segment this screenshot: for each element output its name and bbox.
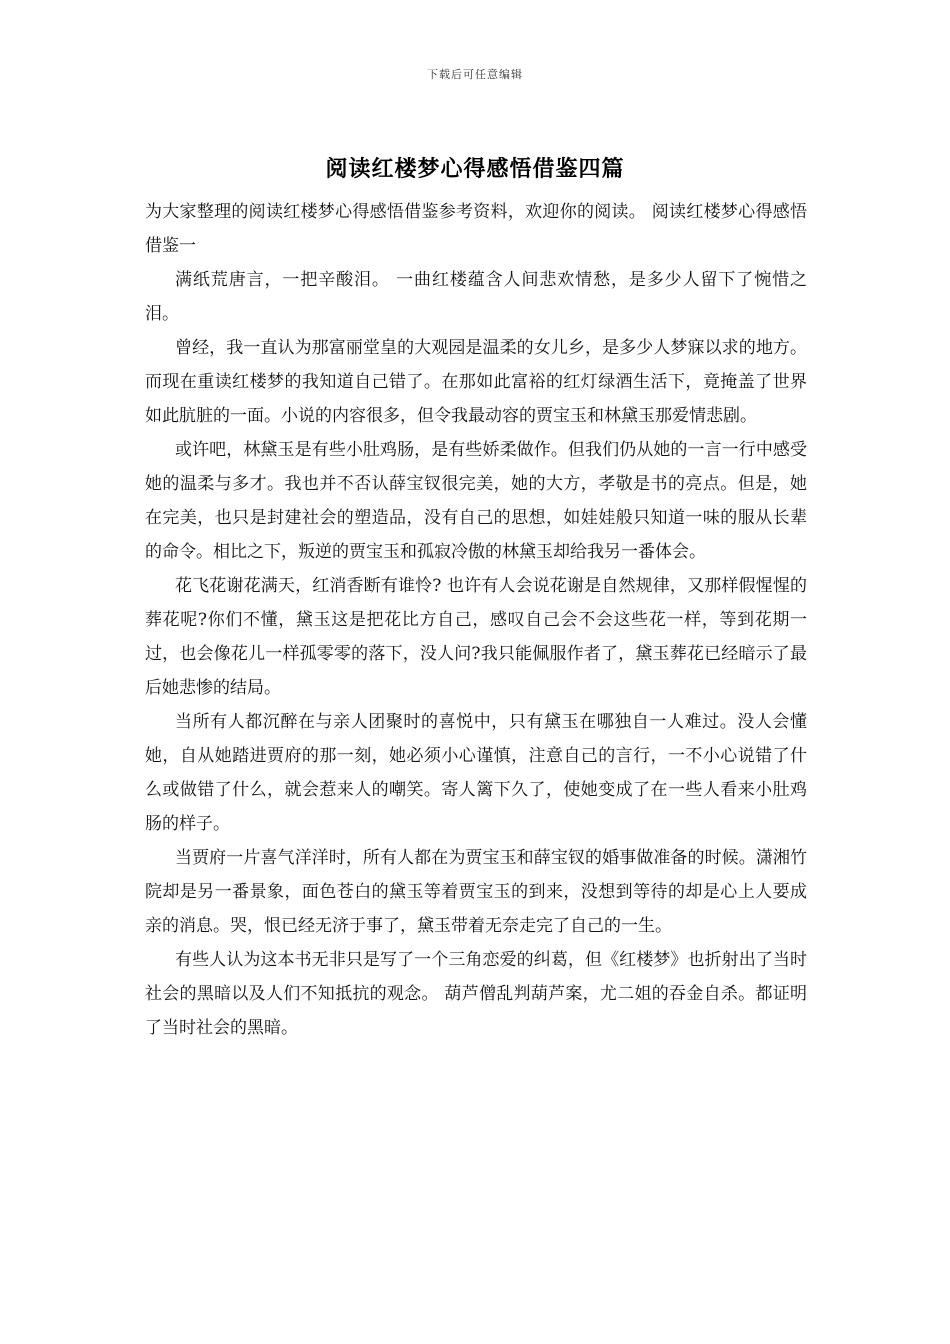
- header-note: 下载后可任意编辑: [427, 68, 523, 81]
- paragraph: 曾经，我一直认为那富丽堂皇的大观园是温柔的女儿乡，是多少人梦寐以求的地方。而现在重读红楼梦的我知道自己错了。在那如此富裕的红灯绿酒生活下，竟掩盖了世界如此肮脏的一面。小说的内容很多，但令我最动容的贾宝玉和林黛玉那爱情悲剧。: [145, 338, 807, 426]
- document-body: [145, 195, 807, 1045]
- paragraph-intro: 为大家整理的阅读红楼梦心得感悟借鉴参考资料，欢迎你的阅读。 阅读红楼梦心得感悟借鉴一: [145, 202, 807, 256]
- paragraph: 或许吧，林黛玉是有些小肚鸡肠，是有些娇柔做作。但我们仍从她的一言一行中感受她的温柔与多才。我也并不否认薛宝钗很完美，她的大方，孝敬是书的亮点。但是，她在完美，也只是封建社会的塑造品，没有自己的思想，如娃娃般只知道一味的服从长辈的命令。相比之下，叛逆的贾宝玉和孤寂冷傲的林黛玉却给我另一番体会。: [145, 440, 807, 562]
- paragraph: 当所有人都沉醉在与亲人团聚时的喜悦中，只有黛玉在哪独自一人难过。没人会懂她，自从她踏进贾府的那一刻，她必须小心谨慎，注意自己的言行，一不小心说错了什么或做错了什么，就会惹来人的嘲笑。寄人篱下久了，使她变成了在一些人看来小肚鸡肠的样子。: [145, 712, 807, 834]
- document-title: 阅读红楼梦心得感悟借鉴四篇: [325, 156, 625, 182]
- paragraph: 有些人认为这本书无非只是写了一个三角恋爱的纠葛，但《红楼梦》也折射出了当时社会的黑暗以及人们不知抵抗的观念。 葫芦僧乱判葫芦案，尤二姐的吞金自杀。都证明了当时社会的黑暗。: [145, 950, 807, 1038]
- paragraph: 花飞花谢花满天，红消香断有谁怜? 也许有人会说花谢是自然规律，又那样假惺惺的葬花呢?你们不懂，黛玉这是把花比方自己，感叹自己会不会这些花一样，等到花期一过，也会像花儿一样孤零零的落下，没人问?我只能佩服作者了，黛玉葬花已经暗示了最后她悲惨的结局。: [145, 576, 807, 698]
- paragraph: 当贾府一片喜气洋洋时，所有人都在为贾宝玉和薛宝钗的婚事做准备的时候。潇湘竹院却是另一番景象，面色苍白的黛玉等着贾宝玉的到来，没想到等待的却是心上人要成亲的消息。哭，恨已经无济于事了，黛玉带着无奈走完了自己的一生。: [145, 848, 807, 936]
- paragraph: 满纸荒唐言，一把辛酸泪。 一曲红楼蕴含人间悲欢情愁，是多少人留下了惋惜之泪。: [145, 270, 807, 324]
